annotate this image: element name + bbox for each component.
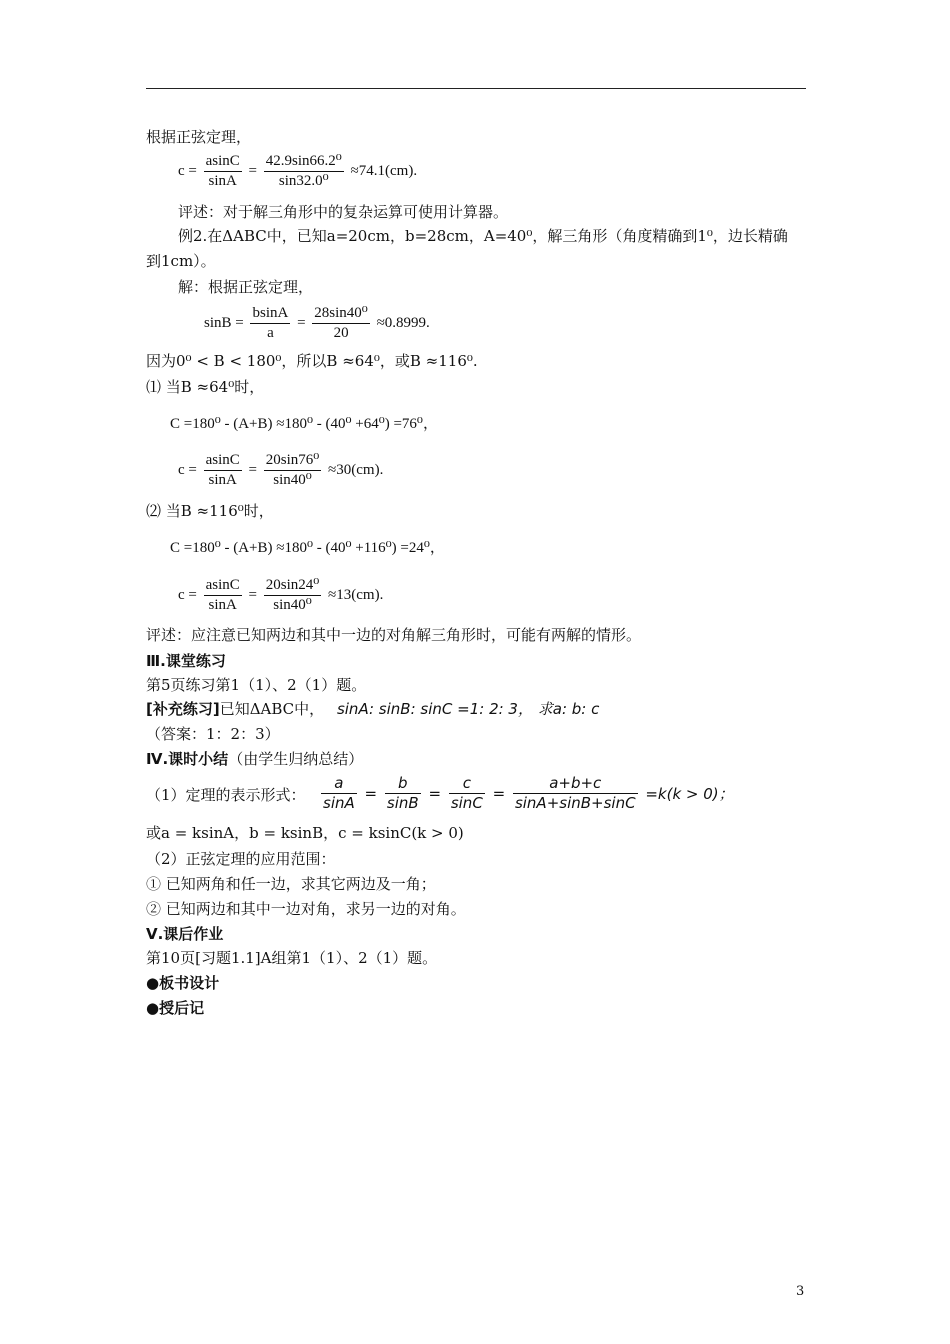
text-line: ⑴ 当B ≈64⁰时，	[146, 378, 265, 396]
text-line: 第5页练习第1（1）、2（1）题。	[146, 676, 367, 694]
text-line: ① 已知两角和任一边，求其它两边及一角；	[146, 875, 436, 893]
text-line: 例2.在ΔABC中，已知a=20cm，b=28cm，A=40⁰，解三角形（角度精确到1⁰，边长精确	[178, 227, 788, 245]
text-line: 评述：对于解三角形中的复杂运算可使用计算器。	[178, 203, 509, 221]
equation-2: sinB = $\frac{bsinA}{a}$ = $\frac{\text{28sin40⁰}}{20}$ ≈0.8999.	[204, 305, 430, 341]
text-line: 根据正弦定理，	[146, 128, 252, 146]
text-line: 到1cm）。	[146, 252, 216, 270]
text-line: （2）正弦定理的应用范围：	[146, 850, 336, 868]
text-line: 第10页[习题1.1]A组第1（1）、2（1）题。	[146, 949, 438, 967]
post-lesson-notes-heading: ●授后记	[146, 999, 205, 1017]
supplementary-exercise: [补充练习]已知ΔABC中， sinA: sinB: sinC =1: 2: 3， 求a: b: c	[146, 700, 600, 718]
text-line: （答案：1：2：3）	[146, 725, 280, 743]
equation-4: c = $\frac{asinC}{\sin A}$ = $\frac{\text{20sin76⁰}}{\text{sin40⁰}}$ ≈30(cm).	[178, 452, 384, 488]
equation-5: C =180⁰ - (A+B) ≈180⁰ - (40⁰ +116⁰) =24⁰，	[170, 540, 445, 556]
equation-7: $\frac{a}{\sin A}$ = $\frac{b}{\sin B}$ = $\frac{c}{\sin C}$ = $\frac{a+b+c}{\sin A+\sin B+\sin C}$ =k(k > 0)；	[323, 774, 734, 812]
section-heading-3: Ⅲ.课堂练习	[146, 652, 226, 670]
section-heading-4: Ⅳ.课时小结（由学生归纳总结）	[146, 750, 364, 768]
text-line: 解：根据正弦定理，	[178, 278, 314, 296]
header-rule	[146, 88, 806, 89]
equation-1: c = $\frac{asinC}{\sin A}$ = $\frac{\text{42.9sin66.2⁰}}{\text{sin32.0⁰}}$ ≈74.1(cm).	[178, 153, 418, 189]
board-design-heading: ●板书设计	[146, 974, 220, 992]
section-heading-5: Ⅴ.课后作业	[146, 925, 224, 943]
text-line: 或a = ksinA，b = ksinB，c = ksinC(k > 0)	[146, 824, 464, 842]
theorem-label: （1）定理的表示形式：	[146, 786, 306, 804]
page-number: 3	[796, 1284, 805, 1299]
text-line: 评述：应注意已知两边和其中一边的对角解三角形时，可能有两解的情形。	[146, 626, 642, 644]
equation-3: C =180⁰ - (A+B) ≈180⁰ - (40⁰ +64⁰) =76⁰，	[170, 416, 438, 432]
text-line: 因为0⁰ < B < 180⁰，所以B ≈64⁰，或B ≈116⁰.	[146, 352, 478, 370]
text-line: ② 已知两边和其中一边对角，求另一边的对角。	[146, 900, 466, 918]
text-line: ⑵ 当B ≈116⁰时，	[146, 502, 274, 520]
equation-6: c = $\frac{asinC}{\sin A}$ = $\frac{\text{20sin24⁰}}{\text{sin40⁰}}$ ≈13(cm).	[178, 577, 384, 613]
